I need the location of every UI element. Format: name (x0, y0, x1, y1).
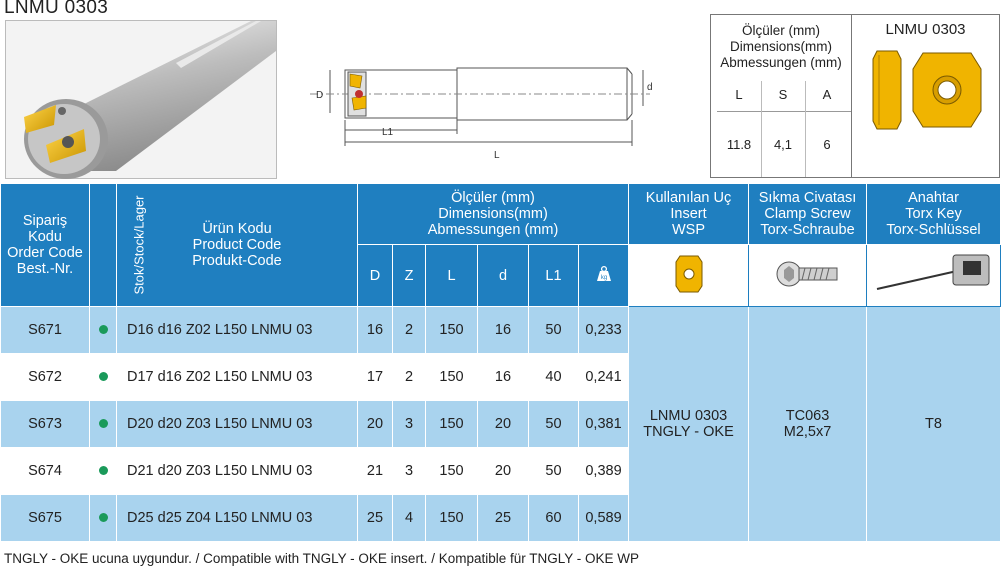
in-stock-dot-icon (99, 372, 108, 381)
col-header-dimensions: Ölçüler (mm) Dimensions(mm) Abmessungen (mm) (358, 184, 629, 245)
dim-D-cell: 21 (358, 448, 393, 495)
order-code-cell: S674 (1, 448, 90, 495)
drawing-label-d: d (647, 82, 653, 93)
product-code-cell: D25 d25 Z04 L150 LNMU 03 (117, 495, 358, 542)
insert-dimension-box (710, 14, 1000, 178)
tool-photo (5, 20, 277, 179)
weight-cell: 0,589 (579, 495, 629, 542)
insert-image (629, 245, 749, 307)
svg-text:kg: kg (600, 274, 607, 281)
torx-key-image (867, 245, 1001, 307)
product-code-cell: D17 d16 Z02 L150 LNMU 03 (117, 354, 358, 401)
dim-L1-cell: 50 (529, 401, 579, 448)
col-header-product-code: Ürün Kodu Product Code Produkt-Code (117, 184, 358, 307)
dim-L-cell: 150 (426, 448, 478, 495)
dim-D-cell: 16 (358, 307, 393, 354)
sub-header-d: d (478, 245, 529, 307)
stock-indicator (90, 307, 117, 354)
dim-Z-cell: 4 (393, 495, 426, 542)
dim-col-S: S (778, 87, 788, 102)
drawing-label-D: D (316, 90, 324, 101)
order-code-cell: S672 (1, 354, 90, 401)
dim-D-cell: 17 (358, 354, 393, 401)
product-code-cell: D16 d16 Z02 L150 LNMU 03 (117, 307, 358, 354)
dim-d-cell: 25 (478, 495, 529, 542)
order-code-cell: S675 (1, 495, 90, 542)
dim-col-L: L (735, 87, 743, 102)
dim-L1-cell: 50 (529, 448, 579, 495)
stock-indicator (90, 448, 117, 495)
stock-indicator (90, 401, 117, 448)
dim-d-cell: 16 (478, 354, 529, 401)
in-stock-dot-icon (99, 513, 108, 522)
sub-header-D: D (358, 245, 393, 307)
drawing-label-L1: L1 (382, 127, 394, 138)
weight-cell: 0,241 (579, 354, 629, 401)
compatibility-note: TNGLY - OKE ucuna uygundur. / Compatible with TNGLY - OKE insert. / Kompatible für TNGLY - OKE WP (4, 551, 640, 566)
stock-indicator (90, 495, 117, 542)
dim-L1-cell: 50 (529, 307, 579, 354)
drawing-label-L: L (494, 150, 500, 161)
dim-L1-cell: 40 (529, 354, 579, 401)
sub-header-L: L (426, 245, 478, 307)
dim-Z-cell: 3 (393, 401, 426, 448)
dim-Z-cell: 2 (393, 307, 426, 354)
dim-L-cell: 150 (426, 307, 478, 354)
table-row (1, 307, 1001, 354)
insert-name: LNMU 0303 (885, 21, 966, 38)
col-header-order-code: Sipariş Kodu Order Code Best.-Nr. (1, 184, 90, 307)
dim-d-cell: 20 (478, 448, 529, 495)
col-header-insert: Kullanılan Uç Insert WSP (629, 184, 749, 245)
dim-D-cell: 25 (358, 495, 393, 542)
dim-L1-cell: 60 (529, 495, 579, 542)
shared-key-cell: T8 (867, 307, 1001, 542)
weight-kg-icon (579, 245, 629, 307)
order-code-cell: S673 (1, 401, 90, 448)
dim-L-cell: 150 (426, 401, 478, 448)
shared-screw-cell: TC063 M2,5x7 (749, 307, 867, 542)
sub-header-L1: L1 (529, 245, 579, 307)
insert-drawing (863, 45, 995, 135)
dim-val-S: 4,1 (773, 137, 793, 152)
clamp-screw-image (749, 245, 867, 307)
product-code-cell: D20 d20 Z03 L150 LNMU 03 (117, 401, 358, 448)
product-table (0, 183, 1001, 542)
dim-L-cell: 150 (426, 495, 478, 542)
sub-header-Z: Z (393, 245, 426, 307)
dim-col-A: A (822, 87, 832, 102)
dim-D-cell: 20 (358, 401, 393, 448)
stock-indicator (90, 354, 117, 401)
dimension-heading: Ölçüler (mm) Dimensions(mm) Abmessungen (mm) (720, 23, 842, 70)
dim-L-cell: 150 (426, 354, 478, 401)
in-stock-dot-icon (99, 419, 108, 428)
dim-val-A: 6 (823, 137, 831, 152)
col-header-key: Anahtar Torx Key Torx-Schlüssel (867, 184, 1001, 245)
dim-val-L: 11.8 (726, 137, 752, 152)
weight-cell: 0,389 (579, 448, 629, 495)
product-title: LNMU 0303 (4, 0, 109, 18)
col-header-clamp-screw: Sıkma Civatası Clamp Screw Torx-Schraube (749, 184, 867, 245)
shared-insert-cell: LNMU 0303 TNGLY - OKE (629, 307, 749, 542)
product-code-cell: D21 d20 Z03 L150 LNMU 03 (117, 448, 358, 495)
tool-drawing (310, 58, 653, 173)
dim-Z-cell: 3 (393, 448, 426, 495)
in-stock-dot-icon (99, 466, 108, 475)
col-header-stock: Stok/Stock/Lager (90, 184, 117, 307)
dim-d-cell: 16 (478, 307, 529, 354)
order-code-cell: S671 (1, 307, 90, 354)
weight-cell: 0,233 (579, 307, 629, 354)
dim-Z-cell: 2 (393, 354, 426, 401)
weight-cell: 0,381 (579, 401, 629, 448)
dim-d-cell: 20 (478, 401, 529, 448)
in-stock-dot-icon (99, 325, 108, 334)
